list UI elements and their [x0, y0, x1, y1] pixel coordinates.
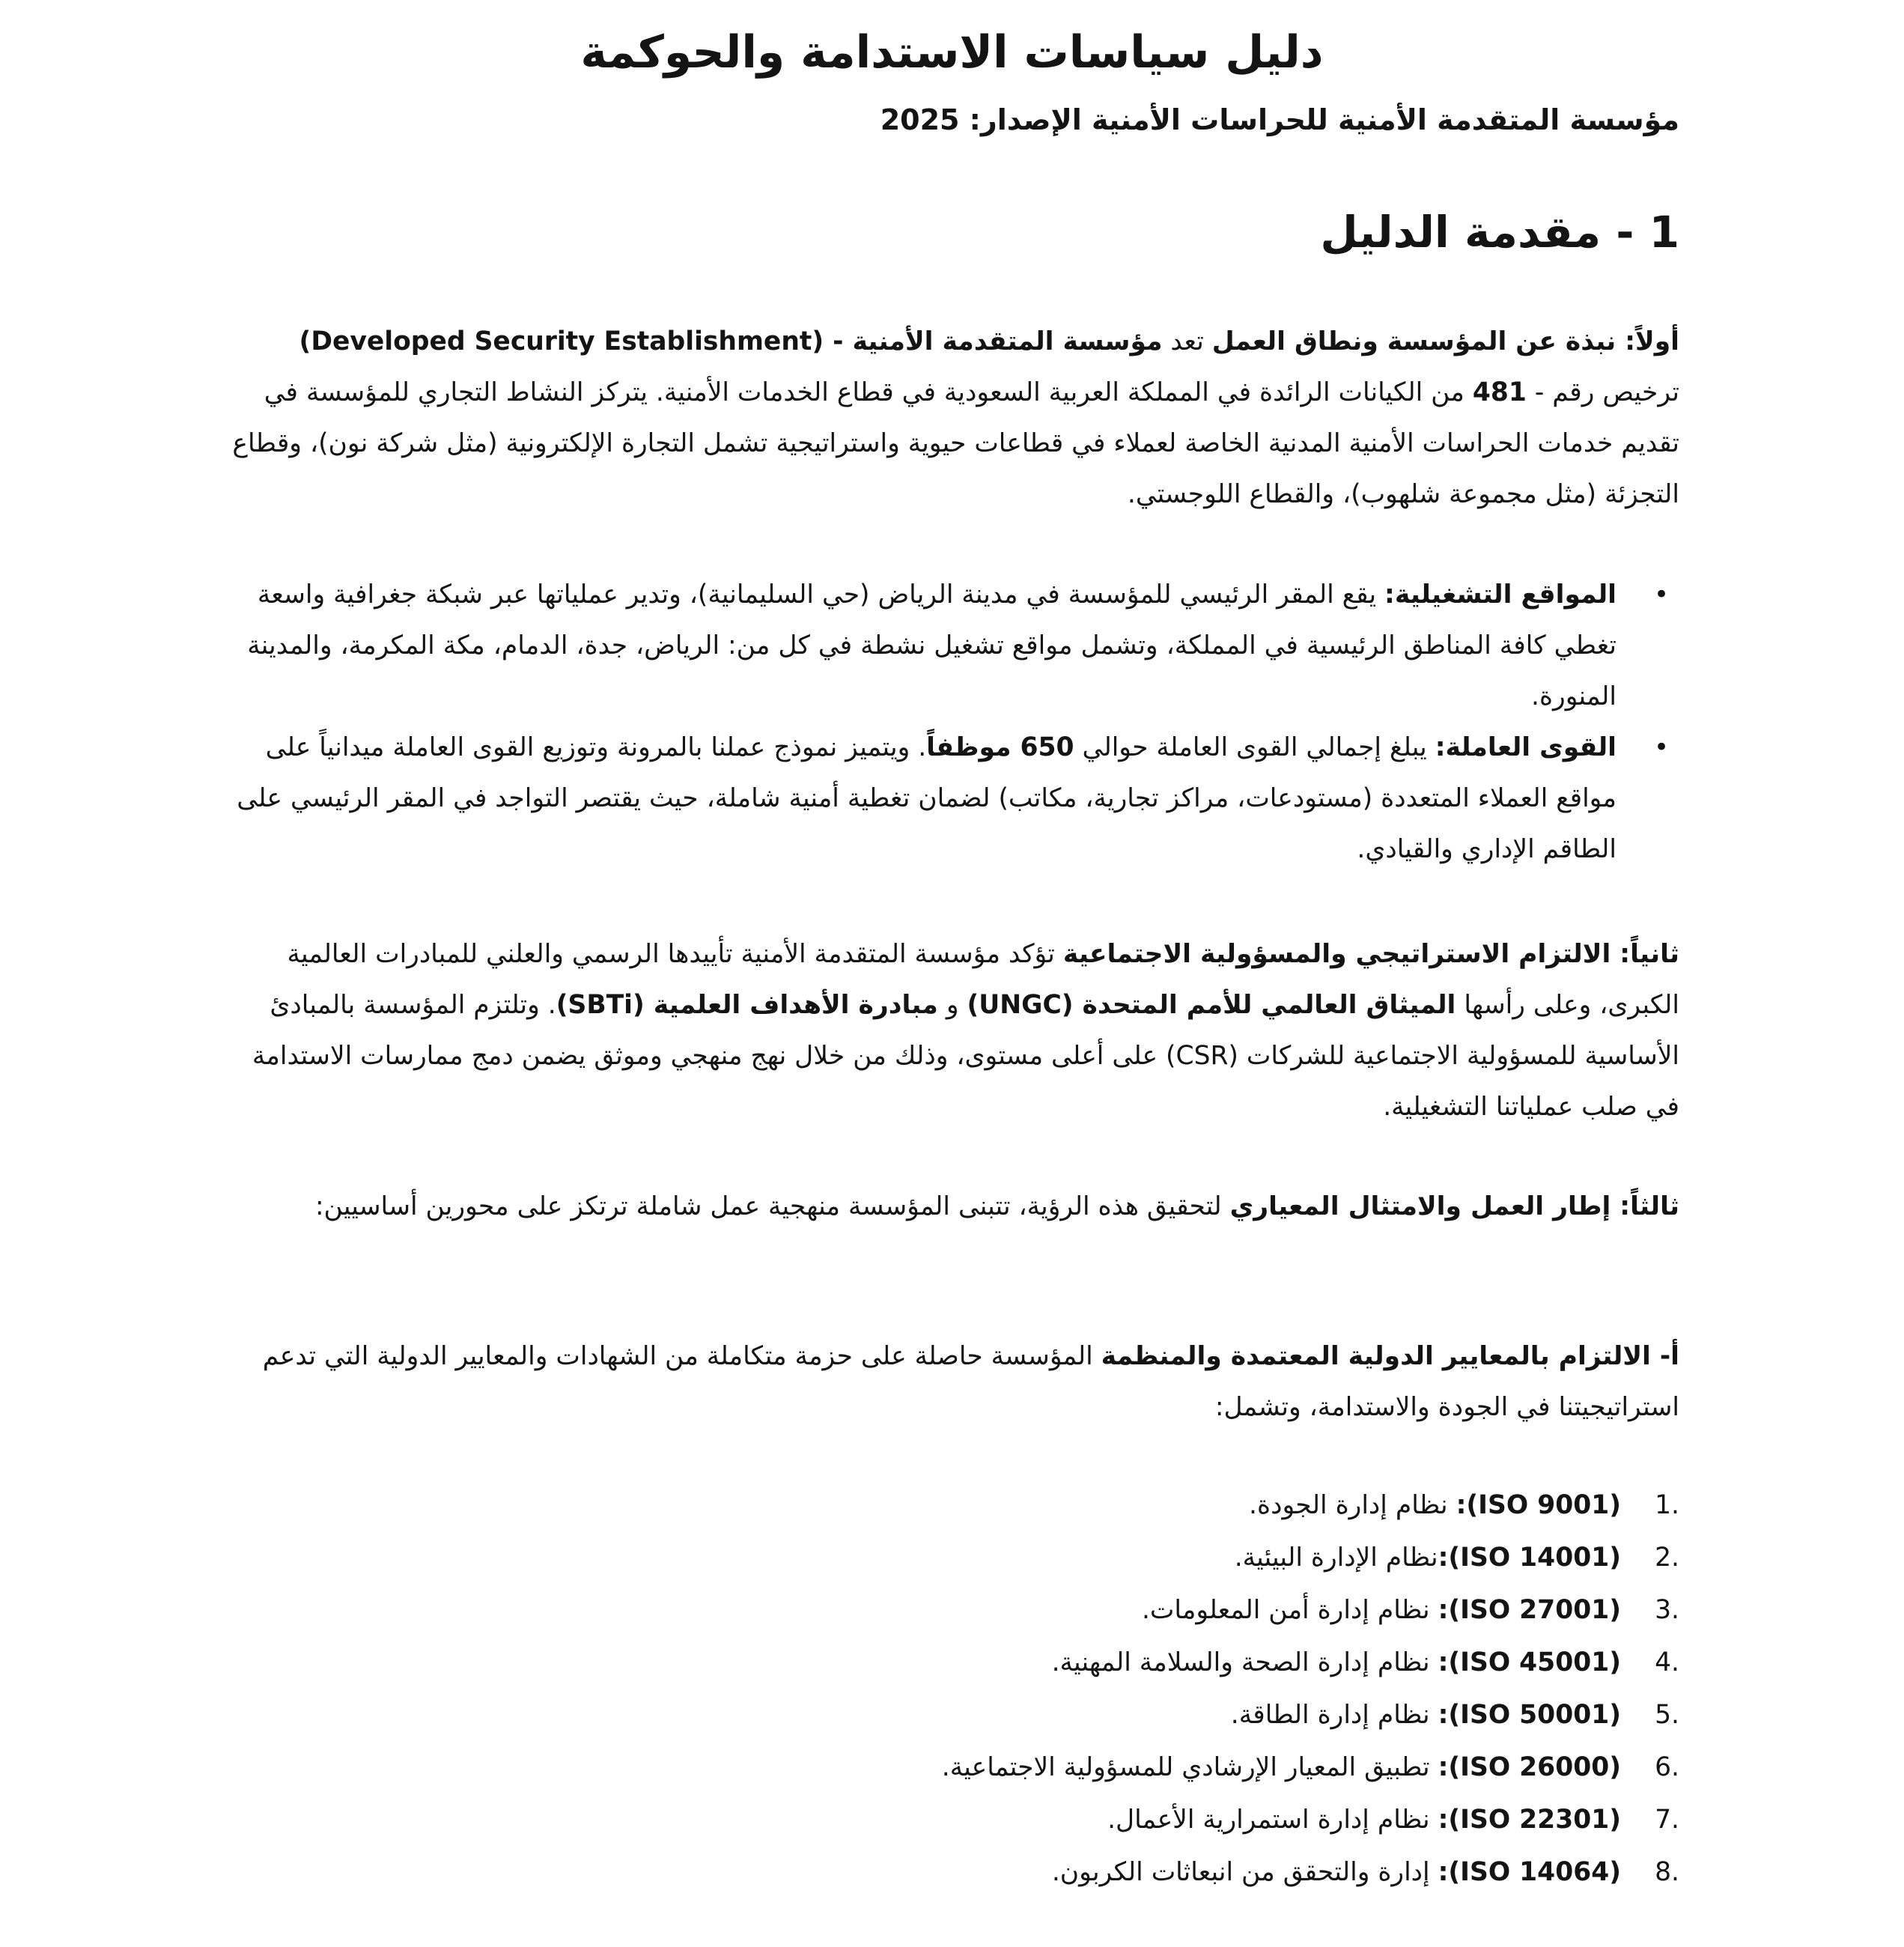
- iso-description: نظام إدارة الجودة.: [1249, 1490, 1456, 1520]
- list-item: [942, 1479, 1679, 1531]
- bullet-label-locations: المواقع التشغيلية:: [1384, 580, 1616, 610]
- list-item: [942, 1846, 1679, 1898]
- bullet-label-workforce: القوى العاملة:: [1435, 732, 1616, 762]
- commitment-paragraph: [225, 929, 1679, 1132]
- document-subtitle: مؤسسة المتقدمة الأمنية للحراسات الأمنية الإصدار: 2025: [880, 103, 1679, 136]
- iso-code: (ISO 14064):: [1438, 1857, 1621, 1887]
- iso-code: (ISO 50001):: [1438, 1700, 1621, 1730]
- list-number: 4.: [1655, 1647, 1679, 1677]
- list-number: 1.: [1655, 1490, 1679, 1520]
- framework-heading: ثالثاً: إطار العمل والامتثال المعياري: [1229, 1191, 1679, 1221]
- list-item: [942, 1741, 1679, 1793]
- commitment-text-2: و: [937, 990, 967, 1020]
- list-number: 3.: [1655, 1595, 1679, 1625]
- intro-paragraph: [225, 316, 1679, 520]
- iso-code: (ISO 26000):: [1438, 1752, 1621, 1782]
- iso-description: تطبيق المعيار الإرشادي للمسؤولية الاجتماعية.: [941, 1752, 1438, 1782]
- overview-bullet-list: [225, 569, 1616, 875]
- commitment-text-1: تؤكد مؤسسة المتقدمة الأمنية تأييدها الرسمي والعلني للمبادرات العالمية الكبرى، وعلى رأسها: [287, 939, 1679, 1020]
- list-item: [225, 722, 1616, 875]
- license-number: 481: [1472, 377, 1527, 407]
- document-title: دليل سياسات الاستدامة والحوكمة: [580, 26, 1324, 79]
- iso-code: (ISO 14001):: [1438, 1543, 1621, 1573]
- iso-description: نظام إدارة استمرارية الأعمال.: [1107, 1805, 1438, 1835]
- iso-code: (ISO 22301):: [1438, 1805, 1621, 1835]
- company-name: مؤسسة المتقدمة الأمنية - (Developed Security Establishment): [299, 326, 1163, 356]
- bullet-text-locations: يقع المقر الرئيسي للمؤسسة في مدينة الرياض (حي السليمانية)، وتدير عملياتها عبر شبكة جغرافية واسعة تغطي كافة المناطق الرئيسية في المملكة، وتشمل مواقع تشغيل نشطة في كل من: الرياض، جدة، الدمام، مكة المكرمة، والمدينة المنورة.: [247, 580, 1616, 711]
- list-item: [942, 1636, 1679, 1689]
- workforce-count: 650 موظفاً: [926, 732, 1074, 762]
- list-item: [942, 1531, 1679, 1584]
- list-number: 2.: [1655, 1543, 1679, 1573]
- list-number: 5.: [1655, 1700, 1679, 1730]
- list-item: [942, 1793, 1679, 1846]
- bullet-text-workforce-2: . ويتميز نموذج عملنا بالمرونة وتوزيع القوى العاملة ميدانياً على مواقع العملاء المتعددة (مستودعات، مراكز تجارية، مكاتب) لضمان تغطية أمنية شاملة، حيث يقتصر التواجد في المقر الرئيسي على الطاقم الإداري والقيادي.: [237, 732, 1616, 864]
- section-heading: 1 - مقدمة الدليل: [1320, 207, 1679, 258]
- standards-paragraph: [225, 1331, 1679, 1433]
- commitment-text-3: . وتلتزم المؤسسة بالمبادئ الأساسية للمسؤولية الاجتماعية للشركات (CSR) على أعلى مستوى، وذلك من خلال نهج منهجي وموثق يضمن دمج ممارسات الاستدامة في صلب عملياتنا التشغيلية.: [252, 990, 1679, 1122]
- framework-text: لتحقيق هذه الرؤية، تتبنى المؤسسة منهجية عمل شاملة ترتكز على محورين أساسيين:: [314, 1191, 1230, 1221]
- iso-code: (ISO 27001):: [1438, 1595, 1621, 1625]
- standards-heading: أ- الالتزام بالمعايير الدولية المعتمدة والمنظمة: [1101, 1341, 1679, 1371]
- bullet-text-workforce-1: يبلغ إجمالي القوى العاملة حوالي: [1074, 732, 1435, 762]
- list-number: 7.: [1655, 1805, 1679, 1835]
- iso-description: نظام إدارة الصحة والسلامة المهنية.: [1051, 1647, 1438, 1677]
- framework-paragraph: [225, 1181, 1679, 1232]
- list-item: [225, 569, 1616, 722]
- iso-description: نظام إدارة الطاقة.: [1230, 1700, 1438, 1730]
- iso-code: (ISO 45001):: [1438, 1647, 1621, 1677]
- iso-code: (ISO 9001):: [1456, 1490, 1621, 1520]
- iso-description: نظام إدارة أمن المعلومات.: [1141, 1595, 1438, 1625]
- iso-description: إدارة والتحقق من انبعاثات الكربون.: [1051, 1857, 1438, 1887]
- iso-standards-list: [942, 1479, 1679, 1898]
- list-item: [942, 1689, 1679, 1741]
- commitment-heading: ثانياً: الالتزام الاستراتيجي والمسؤولية الاجتماعية: [1062, 939, 1679, 969]
- iso-description: نظام الإدارة البيئية.: [1234, 1543, 1438, 1573]
- intro-text-3: من الكيانات الرائدة في المملكة العربية السعودية في قطاع الخدمات الأمنية. يتركز النشاط التجاري للمؤسسة في تقديم خدمات الحراسات الأمنية المدنية الخاصة لعملاء في قطاعات حيوية واستراتيجية تشمل التجارة الإلكترونية (مثل شركة نون)، وقطاع التجزئة (مثل مجموعة شلهوب)، والقطاع اللوجستي.: [232, 377, 1679, 509]
- intro-heading: أولاً: نبذة عن المؤسسة ونطاق العمل: [1211, 326, 1679, 356]
- list-number: 8.: [1655, 1857, 1679, 1887]
- intro-text-1: تعد: [1162, 326, 1212, 356]
- intro-text-2: ترخيص رقم -: [1526, 377, 1679, 407]
- ungc-reference: الميثاق العالمي للأمم المتحدة (UNGC): [967, 990, 1456, 1020]
- standards-text: المؤسسة حاصلة على حزمة متكاملة من الشهادات والمعايير الدولية التي تدعم استراتيجيتنا في الجودة والاستدامة، وتشمل:: [262, 1341, 1679, 1422]
- list-item: [942, 1584, 1679, 1636]
- list-number: 6.: [1655, 1752, 1679, 1782]
- sbti-reference: مبادرة الأهداف العلمية (SBTi): [556, 990, 938, 1020]
